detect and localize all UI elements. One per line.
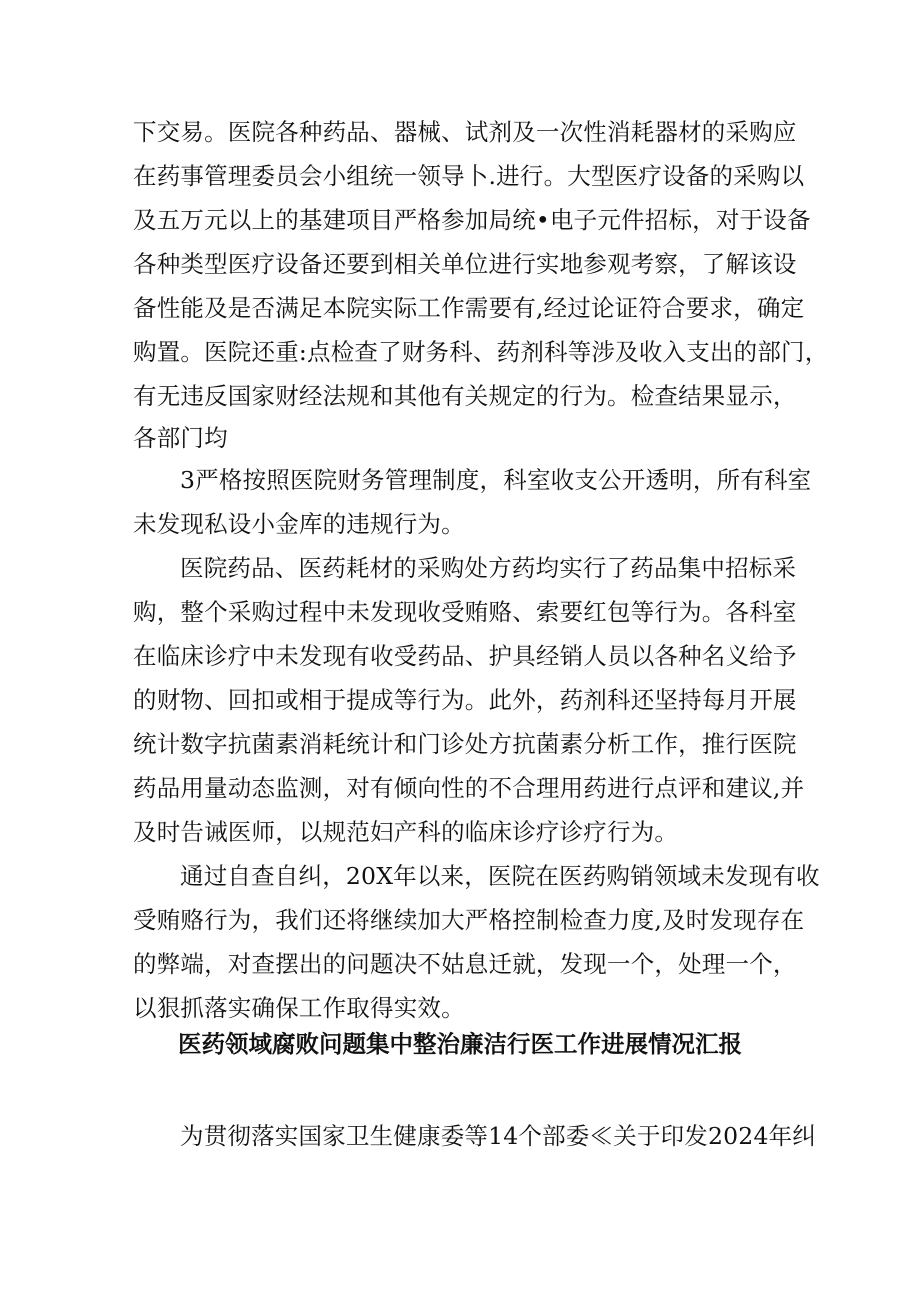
paragraph-3-line-4: 的财物、回扣或相于提成等行为。此外，药剂科还坚持每月开展	[133, 686, 797, 714]
paragraph-1-line-6: 购置。医院还重:点检查了财务科、药剂科等涉及收入支出的部门，	[133, 338, 829, 366]
paragraph-3-line-1: 医院药品、医药耗材的采购处方药均实行了药品集中招标采	[180, 554, 797, 582]
paragraph-1-line-2: 在药事管理委员会小组统一领导卜.进行。大型医疗设备的采购以	[133, 162, 805, 190]
paragraph-3-line-7: 及时告诫医师，以规范妇产科的临床诊疗诊疗行为。	[133, 818, 679, 846]
paragraph-3-line-3: 在临床诊疗中未发现有收受药品、护具经销人员以各种名义给予	[133, 642, 797, 670]
paragraph-1-line-7: 有无违反国家财经法规和其他有关规定的行为。检查结果显示，	[133, 382, 797, 410]
paragraph-1-line-3: 及五万元以上的基建项目严格参加局统•电子元件招标，对于设备	[133, 206, 811, 234]
paragraph-4-line-3: 的弊端，对查摆出的问题决不姑息迁就，发现一个，处理一个，	[133, 950, 797, 978]
paragraph-3-line-6: 药品用量动态监测，对有倾向性的不合理用药进行点评和建议,并	[133, 774, 805, 802]
paragraph-4-line-4: 以狠抓落实确保工作取得实效。	[133, 994, 465, 1022]
paragraph-1-line-1: 下交易。医院各种药品、器械、试剂及一次性消耗器材的采购应	[133, 118, 797, 146]
paragraph-5-line-1: 为贯彻落实国家卫生健康委等14个部委≪关于印发2024年纠	[180, 1122, 817, 1150]
paragraph-1-line-5: 备性能及是否满足本院实际工作需要有,经过论证符合要求，确定	[133, 294, 805, 322]
paragraph-4-line-1: 通过自查自纠，20X年以来，医院在医药购销领域未发现有收	[180, 862, 820, 890]
paragraph-3-line-5: 统计数字抗菌素消耗统计和门诊处方抗菌素分析工作，推行医院	[133, 730, 797, 758]
paragraph-2-line-2: 未发现私设小金库的违规行为。	[133, 510, 465, 538]
paragraph-1-line-8: 各部门均	[133, 424, 228, 452]
paragraph-2-line-1: 3严格按照医院财务管理制度，科室收支公开透明，所有科室	[180, 466, 812, 494]
paragraph-1-line-4: 各种类型医疗设备还要到相关单位进行实地参观考察，了解该设	[133, 250, 797, 278]
section-heading: 医药领域腐败问题集中整治廉洁行医工作进展情况汇报	[178, 1030, 742, 1058]
paragraph-4-line-2: 受贿赂行为，我们还将继续加大严格控制检查力度,及时发现存在	[133, 906, 805, 934]
paragraph-3-line-2: 购，整个采购过程中未发现收受贿赂、索要红包等行为。各科室	[133, 598, 797, 626]
